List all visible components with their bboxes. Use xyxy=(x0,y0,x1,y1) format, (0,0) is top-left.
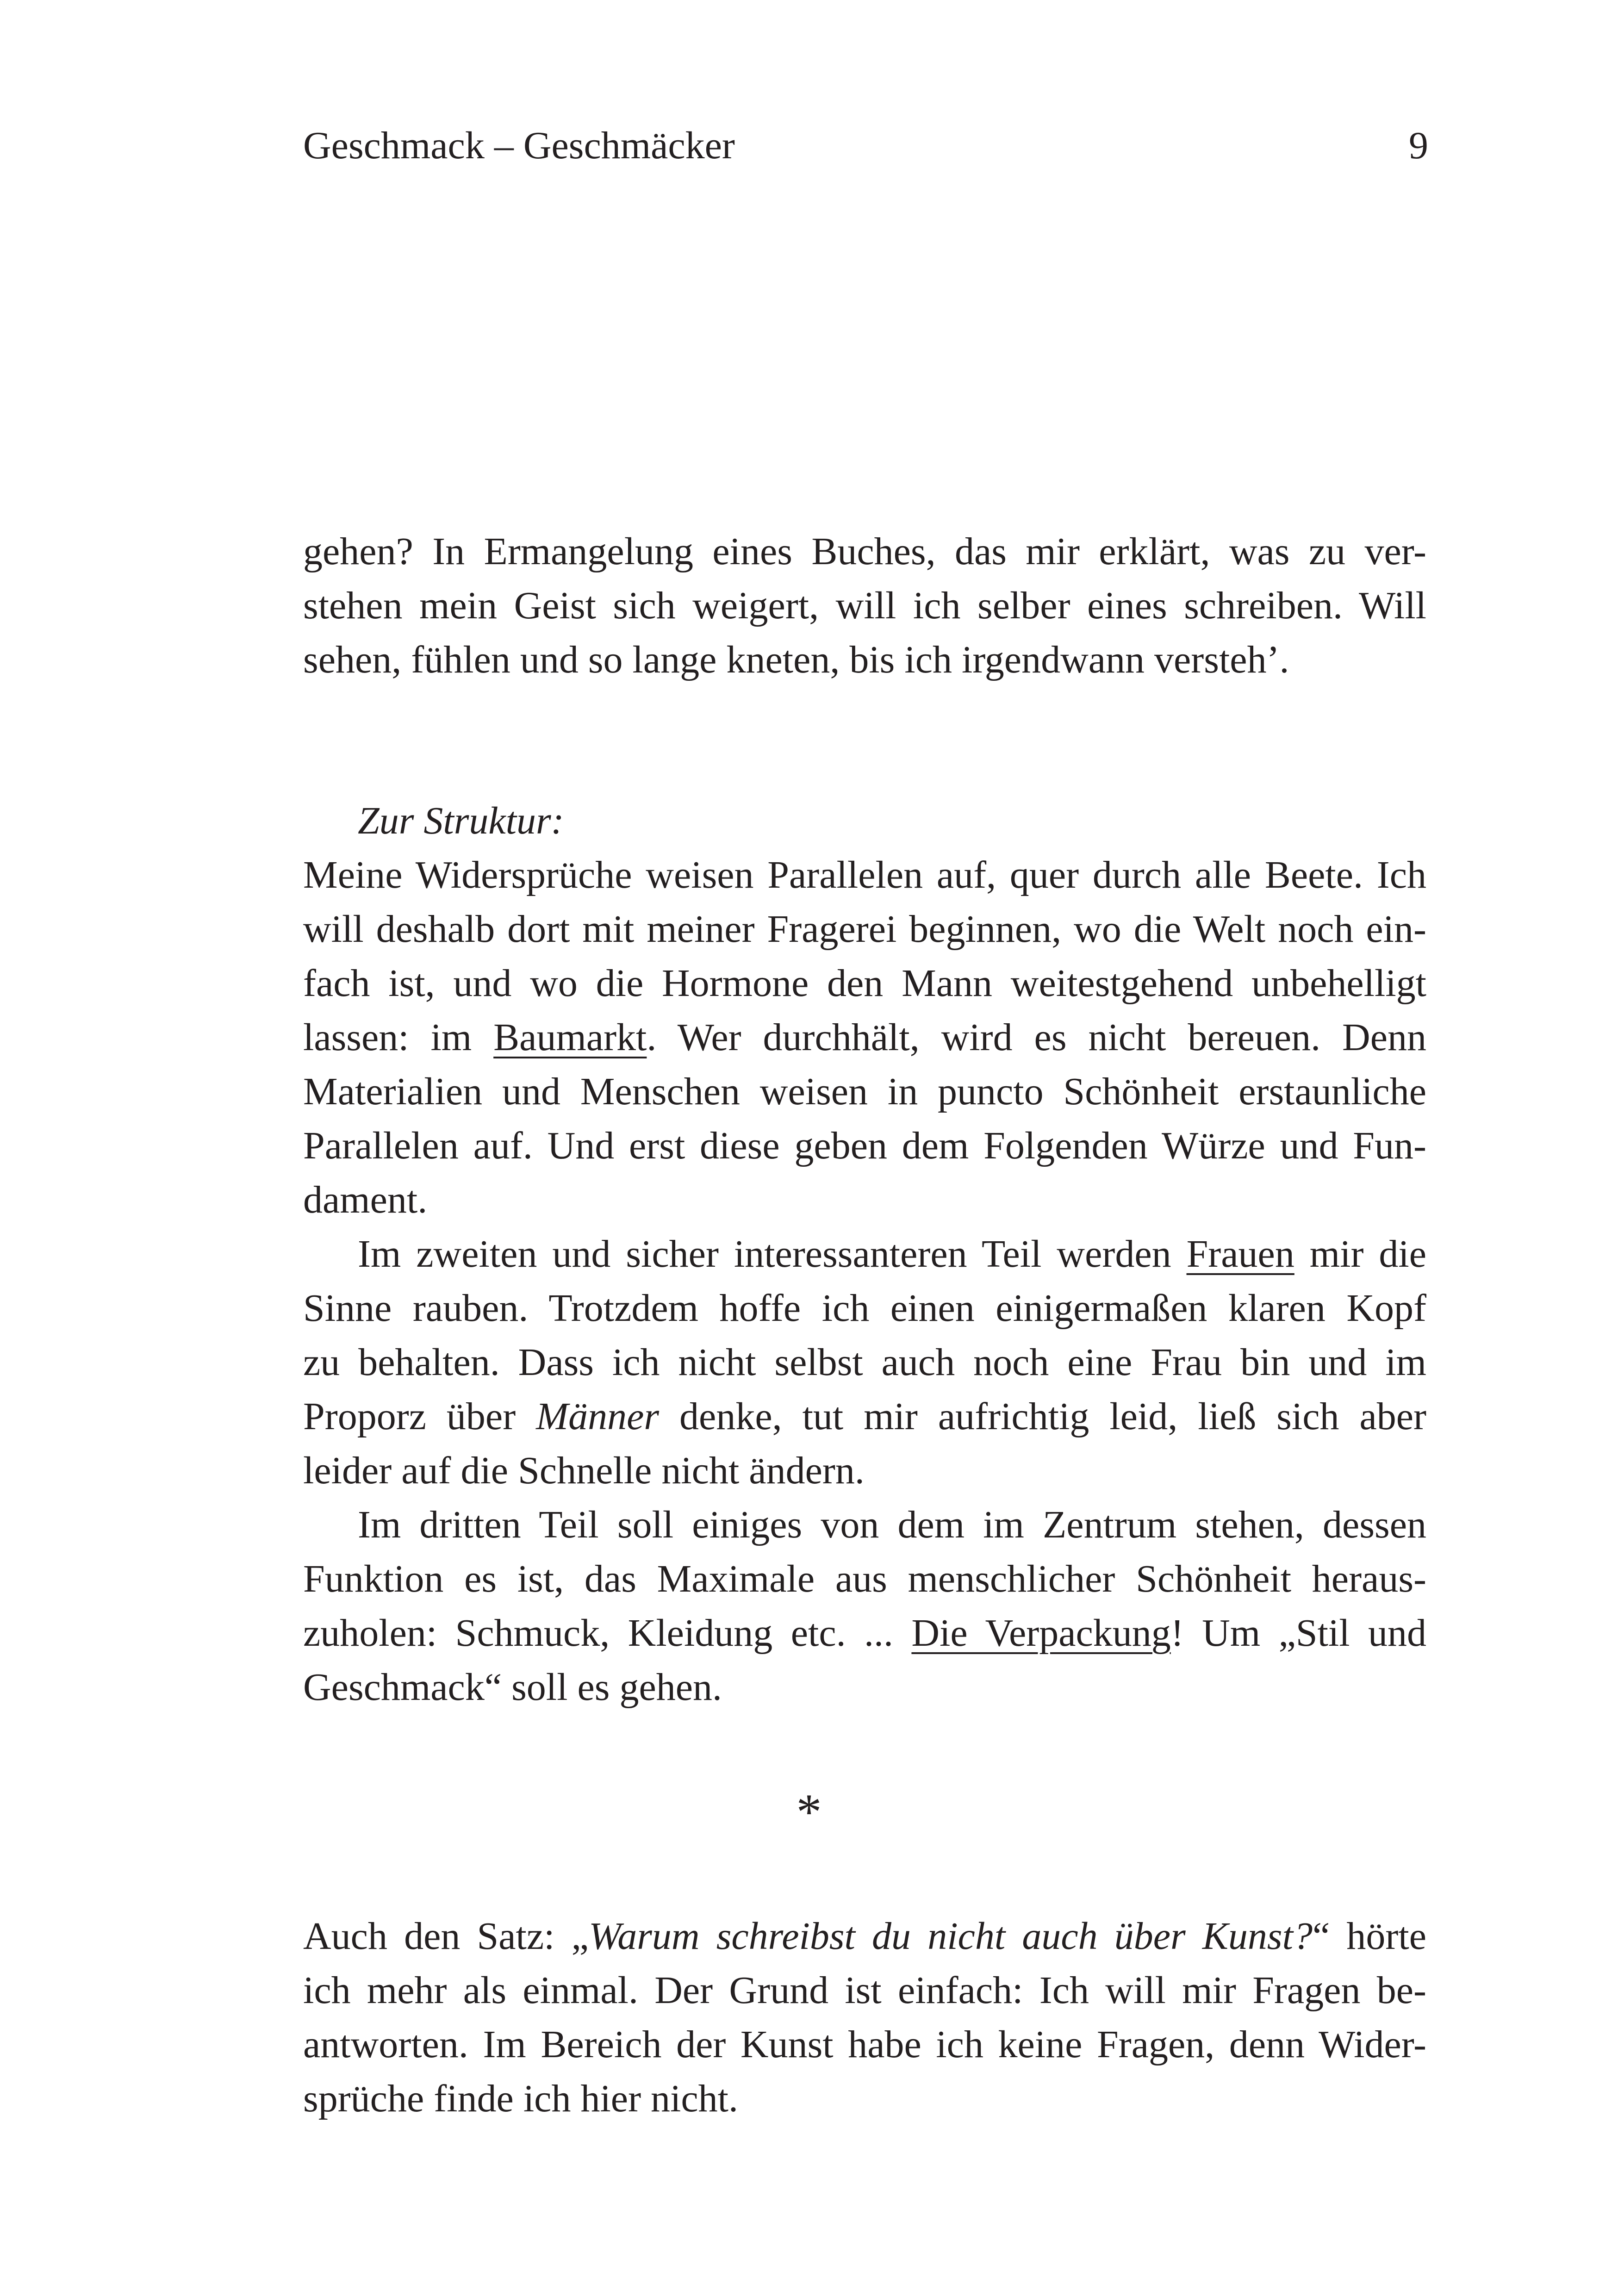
page-header xyxy=(303,118,1428,174)
text-segment: . Wer durchhält, wird es nicht bereuen. Denn xyxy=(647,1016,1427,1059)
italic-term-maenner: Männer xyxy=(536,1395,660,1438)
text-line xyxy=(303,1010,1426,1064)
intro-paragraph xyxy=(303,524,1426,687)
italic-quote: Warum schreibst du nicht auch über Kunst? xyxy=(588,1915,1313,1958)
underlined-term-verpackung: Die Verpackung xyxy=(911,1612,1171,1655)
text-line xyxy=(303,1227,1426,1281)
running-title: Geschmack – Geschmäcker xyxy=(303,124,735,167)
underlined-term-baumarkt: Baumarkt xyxy=(493,1016,647,1059)
page-number: 9 xyxy=(1409,124,1428,167)
text-segment: ! Um „Stil und xyxy=(1170,1612,1426,1655)
text-line: Materialien und Menschen weisen in puncto Schönheit erstaunliche xyxy=(303,1070,1426,1113)
text-segment: Im zweiten und sicher interessanteren Teil werden xyxy=(358,1232,1187,1276)
art-paragraph xyxy=(303,1909,1426,2126)
underlined-term-frauen: Frauen xyxy=(1186,1232,1294,1276)
text-segment: Auch den Satz: „ xyxy=(303,1915,589,1958)
text-line: zu behalten. Dass ich nicht selbst auch noch eine Frau bin und im xyxy=(303,1341,1426,1384)
text-line: sehen, fühlen und so lange kneten, bis ich irgendwann versteh’. xyxy=(303,638,1289,681)
structure-section xyxy=(303,794,1426,1714)
text-line: ich mehr als einmal. Der Grund ist einfach: Ich will mir Fragen be- xyxy=(303,1969,1426,2012)
text-segment: mir die xyxy=(1294,1232,1426,1276)
text-line xyxy=(303,1909,1426,1963)
text-line: leider auf die Schnelle nicht ändern. xyxy=(303,1449,865,1492)
text-segment: denke, tut mir aufrichtig leid, ließ sich aber xyxy=(659,1395,1427,1438)
text-line: fach ist, und wo die Hormone den Mann weitestgehend unbehelligt xyxy=(303,962,1426,1005)
text-segment: Proporz über xyxy=(303,1395,536,1438)
section-separator: * xyxy=(796,1784,822,1840)
text-line: Funktion es ist, das Maximale aus menschlicher Schönheit heraus- xyxy=(303,1557,1426,1600)
text-line: sprüche finde ich hier nicht. xyxy=(303,2077,738,2120)
text-line: Parallelen auf. Und erst diese geben dem Folgenden Würze und Fun- xyxy=(303,1124,1426,1167)
text-line: will deshalb dort mit meiner Fragerei beginnen, wo die Welt noch ein- xyxy=(303,908,1426,951)
text-line: stehen mein Geist sich weigert, will ich selber eines schreiben. Will xyxy=(303,584,1426,627)
text-segment: zuholen: Schmuck, Kleidung etc. ... xyxy=(303,1612,912,1655)
text-segment: “ hörte xyxy=(1312,1915,1426,1958)
text-line: Sinne rauben. Trotzdem hoffe ich einen einigermaßen klaren Kopf xyxy=(303,1287,1426,1330)
text-line: Meine Widersprüche weisen Parallelen auf, quer durch alle Beete. Ich xyxy=(303,853,1426,896)
text-line: dament. xyxy=(303,1178,428,1221)
text-line: gehen? In Ermangelung eines Buches, das mir erklärt, was zu ver- xyxy=(303,530,1426,573)
text-line xyxy=(303,1389,1426,1444)
section-heading: Zur Struktur: xyxy=(358,799,564,842)
text-segment: lassen: im xyxy=(303,1016,494,1059)
text-line: Geschmack“ soll es gehen. xyxy=(303,1666,722,1709)
text-line: Im dritten Teil soll einiges von dem im Zentrum stehen, dessen xyxy=(358,1503,1426,1546)
text-line xyxy=(303,1606,1426,1660)
text-line: antworten. Im Bereich der Kunst habe ich keine Fragen, denn Wider- xyxy=(303,2023,1426,2066)
